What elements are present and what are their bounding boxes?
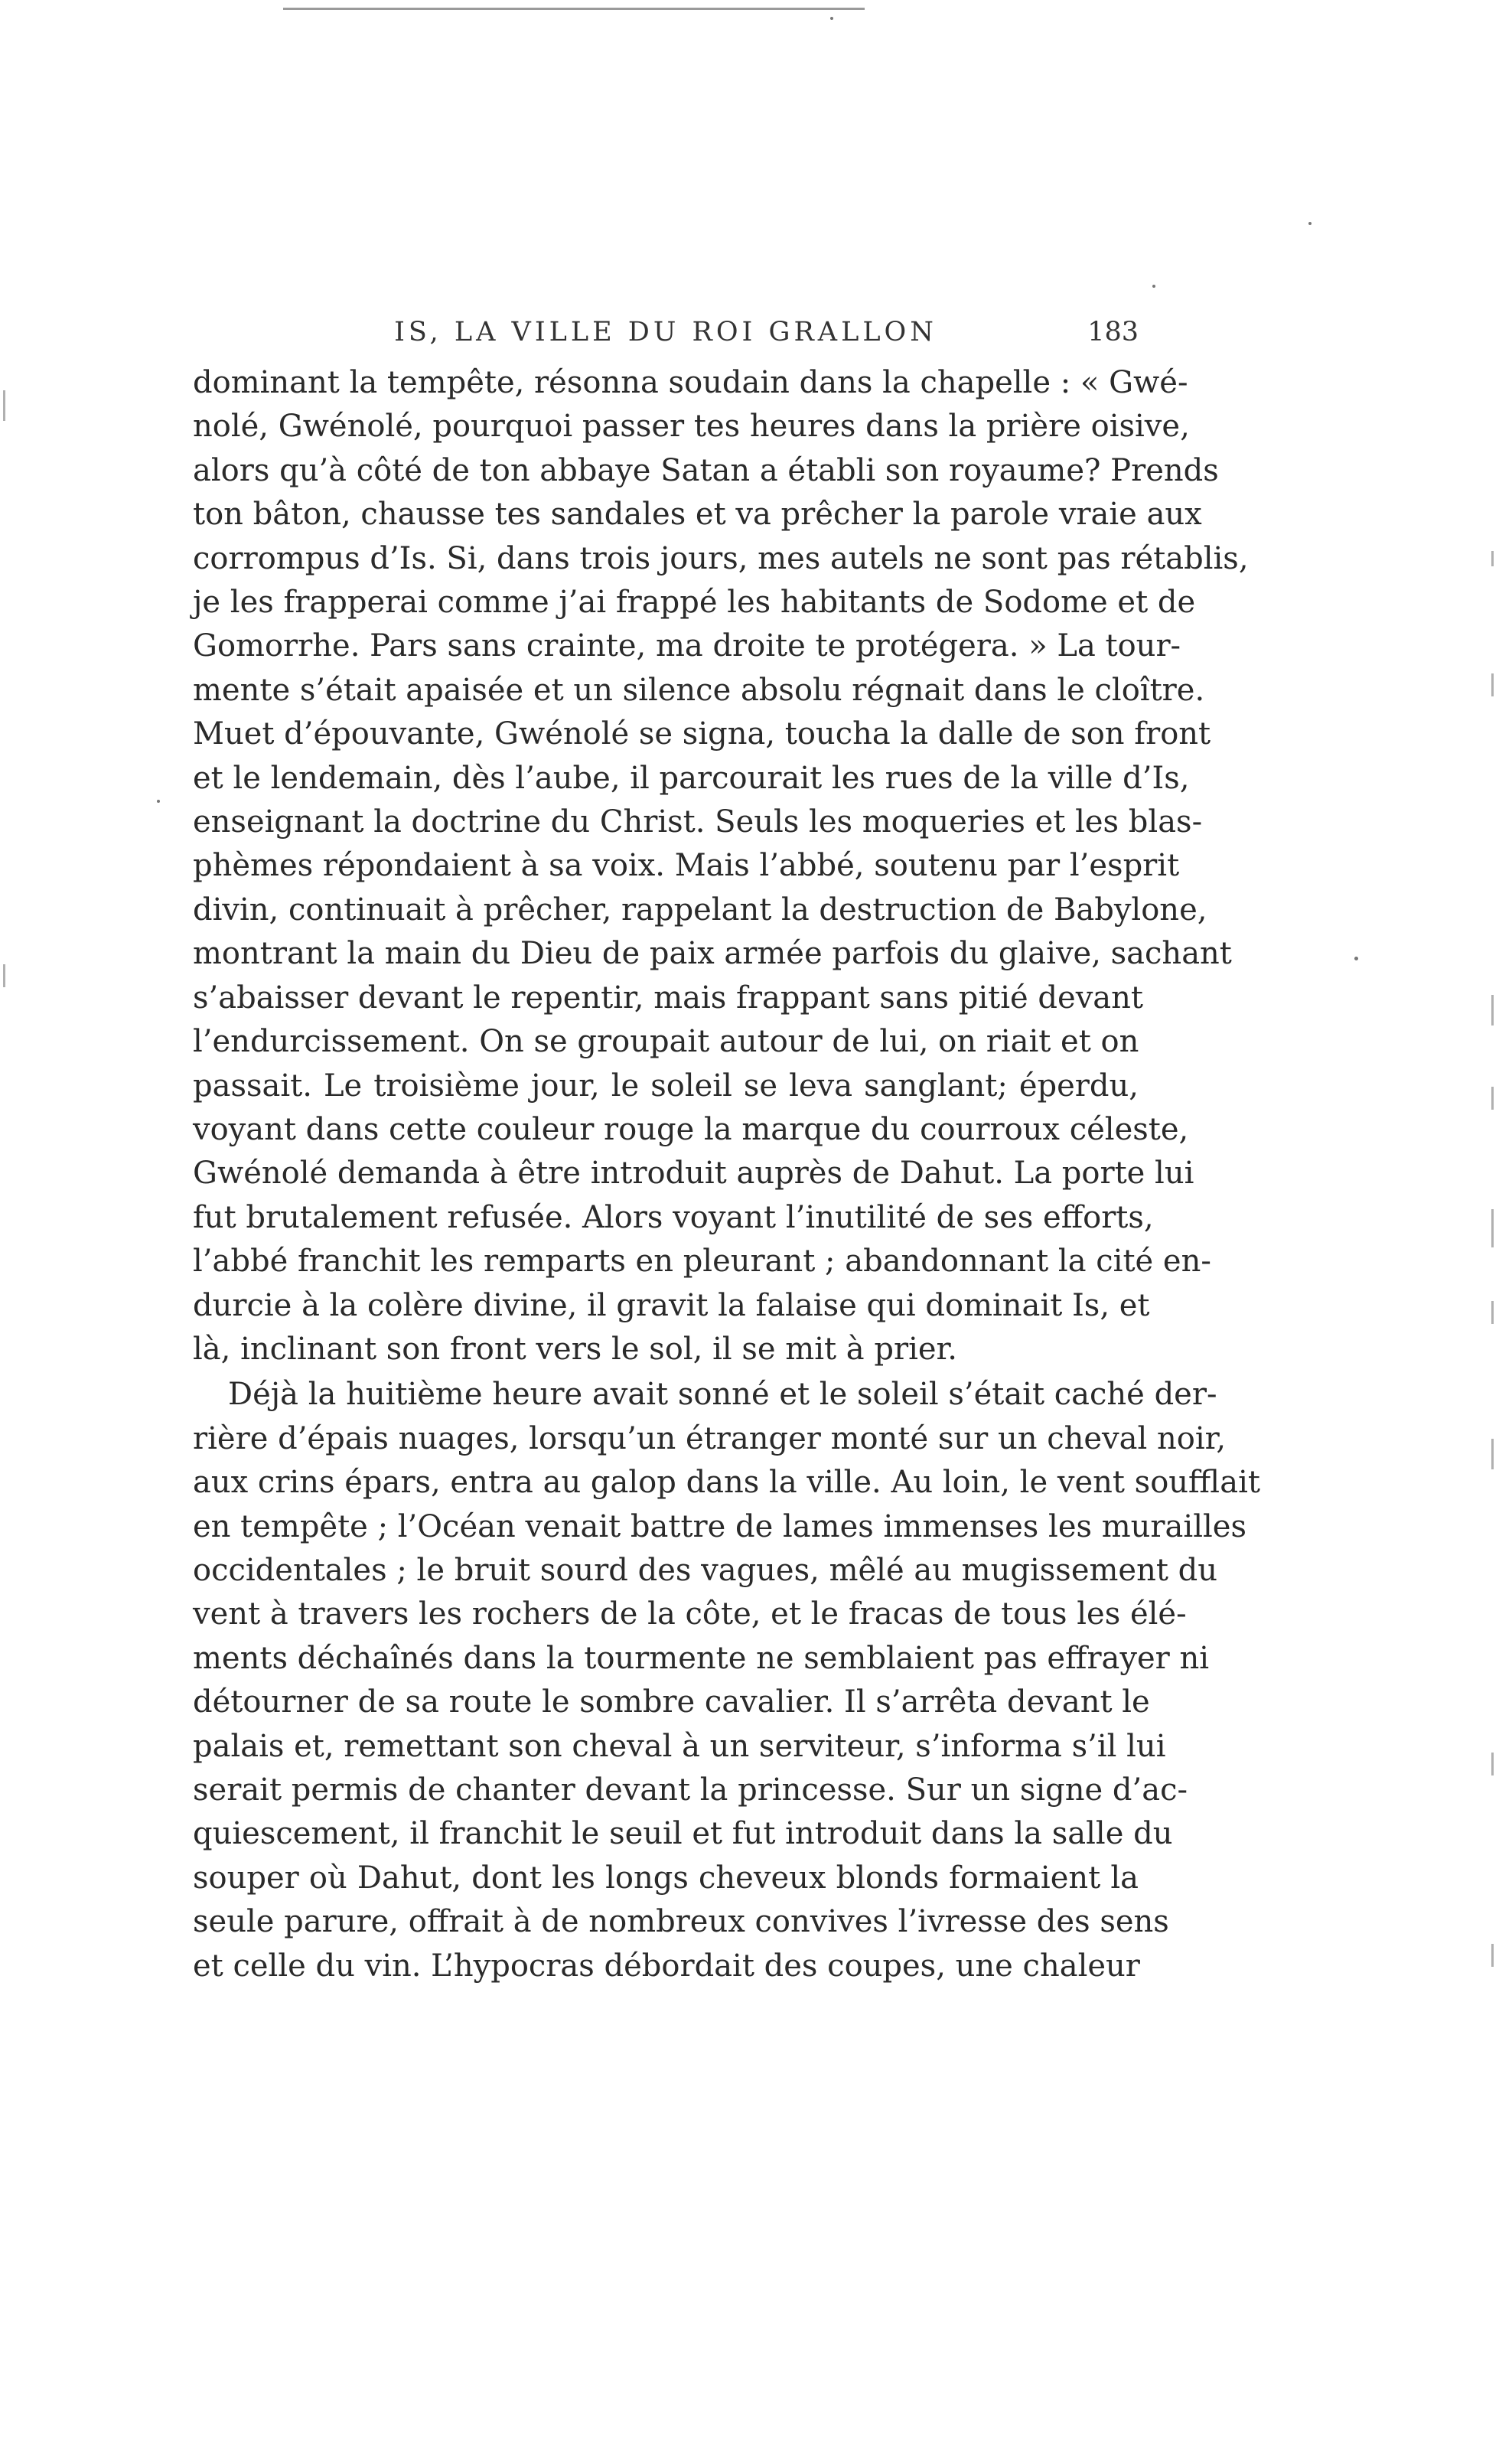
text-line: corrompus d’Is. Si, dans trois jours, mes autels ne sont pas rétablis,	[193, 540, 1249, 576]
scan-speck	[1152, 285, 1155, 288]
text-line: quiescement, il franchit le seuil et fut introduit dans la salle du	[193, 1816, 1173, 1852]
text-line: divin, continuait à prêcher, rappelant la destruction de Babylone,	[193, 892, 1207, 928]
text-line: phèmes répondaient à sa voix. Mais l’abbé, soutenu par l’esprit	[193, 848, 1180, 884]
running-title: IS, LA VILLE DU ROI GRALLON	[394, 317, 937, 347]
scan-margin-mark	[1491, 1753, 1494, 1775]
scan-margin-mark	[1491, 673, 1494, 696]
text-line: l’abbé franchit les remparts en pleurant ; abandonnant la cité en-	[193, 1244, 1211, 1280]
scan-margin-mark	[1491, 551, 1494, 566]
paragraph-last-line: là, inclinant son front vers le sol, il se mit à prier.	[193, 1331, 957, 1367]
text-line: aux crins épars, entra au galop dans la ville. Au loin, le vent soufflait	[193, 1465, 1260, 1501]
scan-margin-mark	[1491, 995, 1494, 1025]
text-line: durcie à la colère divine, il gravit la falaise qui dominait Is, et	[193, 1287, 1150, 1323]
text-line: Gomorrhe. Pars sans crainte, ma droite te protégera. » La tour-	[193, 628, 1181, 664]
text-line: occidentales ; le bruit sourd des vagues, mêlé au mugissement du	[193, 1552, 1218, 1588]
text-line: détourner de sa route le sombre cavalier. Il s’arrêta devant le	[193, 1684, 1150, 1720]
scan-margin-mark	[1491, 1944, 1494, 1967]
scan-speck	[1308, 222, 1312, 225]
text-line: je les frapperai comme j’ai frappé les habitants de Sodome et de	[193, 585, 1196, 621]
text-line: passait. Le troisième jour, le soleil se leva sanglant; éperdu,	[193, 1068, 1139, 1104]
text-line: Gwénolé demanda à être introduit auprès de Dahut. La porte lui	[193, 1156, 1194, 1192]
scan-speck	[1354, 957, 1358, 960]
text-line: alors qu’à côté de ton abbaye Satan a établi son royaume? Prends	[193, 452, 1219, 488]
text-line: voyant dans cette couleur rouge la marque du courroux céleste,	[193, 1111, 1189, 1147]
text-line: vent à travers les rochers de la côte, et le fracas de tous les élé-	[193, 1596, 1187, 1632]
text-line: rière d’épais nuages, lorsqu’un étranger monté sur un cheval noir,	[193, 1420, 1227, 1456]
scan-margin-mark	[1491, 1439, 1494, 1469]
text-line: en tempête ; l’Océan venait battre de lames immenses les murailles	[193, 1508, 1246, 1544]
scan-speck	[830, 17, 833, 20]
text-line: enseignant la doctrine du Christ. Seuls les moqueries et les blas-	[193, 804, 1203, 840]
scan-speck	[157, 800, 160, 803]
paragraph-first-line: Déjà la huitième heure avait sonné et le soleil s’était caché der-	[228, 1377, 1217, 1413]
text-line: souper où Dahut, dont les longs cheveux blonds formaient la	[193, 1860, 1139, 1896]
text-line: et le lendemain, dès l’aube, il parcourait les rues de la ville d’Is,	[193, 760, 1190, 796]
scan-margin-mark	[1491, 1301, 1494, 1324]
text-line: l’endurcissement. On se groupait autour de lui, on riait et on	[193, 1024, 1139, 1060]
text-line: Muet d’épouvante, Gwénolé se signa, toucha la dalle de son front	[193, 716, 1211, 752]
scan-margin-mark	[1491, 1087, 1494, 1110]
text-line: fut brutalement refusée. Alors voyant l’inutilité de ses efforts,	[193, 1199, 1154, 1235]
text-line: ments déchaînés dans la tourmente ne semblaient pas effrayer ni	[193, 1640, 1210, 1676]
text-line: serait permis de chanter devant la princesse. Sur un signe d’ac-	[193, 1772, 1188, 1808]
body-text	[193, 361, 1260, 1988]
scan-edge-line	[283, 8, 865, 10]
page-number: 183	[1087, 317, 1139, 347]
running-head	[193, 306, 1139, 361]
text-line: dominant la tempête, résonna soudain dans la chapelle : « Gwé-	[193, 365, 1188, 400]
book-page	[193, 306, 1260, 2066]
text-line: et celle du vin. L’hypocras débordait des coupes, une chaleur	[193, 1948, 1140, 1984]
text-line: mente s’était apaisée et un silence absolu régnait dans le cloître.	[193, 672, 1205, 708]
text-line: seule parure, offrait à de nombreux convives l’ivresse des sens	[193, 1904, 1169, 1940]
text-line: palais et, remettant son cheval à un serviteur, s’informa s’il lui	[193, 1728, 1166, 1764]
scan-margin-mark	[3, 390, 5, 421]
text-line: montrant la main du Dieu de paix armée parfois du glaive, sachant	[193, 936, 1232, 972]
scan-margin-mark	[3, 964, 5, 987]
text-line: s’abaisser devant le repentir, mais frappant sans pitié devant	[193, 980, 1143, 1016]
text-line: nolé, Gwénolé, pourquoi passer tes heures dans la prière oisive,	[193, 409, 1190, 445]
scan-margin-mark	[1491, 1209, 1494, 1247]
text-line: ton bâton, chausse tes sandales et va prêcher la parole vraie aux	[193, 497, 1202, 533]
